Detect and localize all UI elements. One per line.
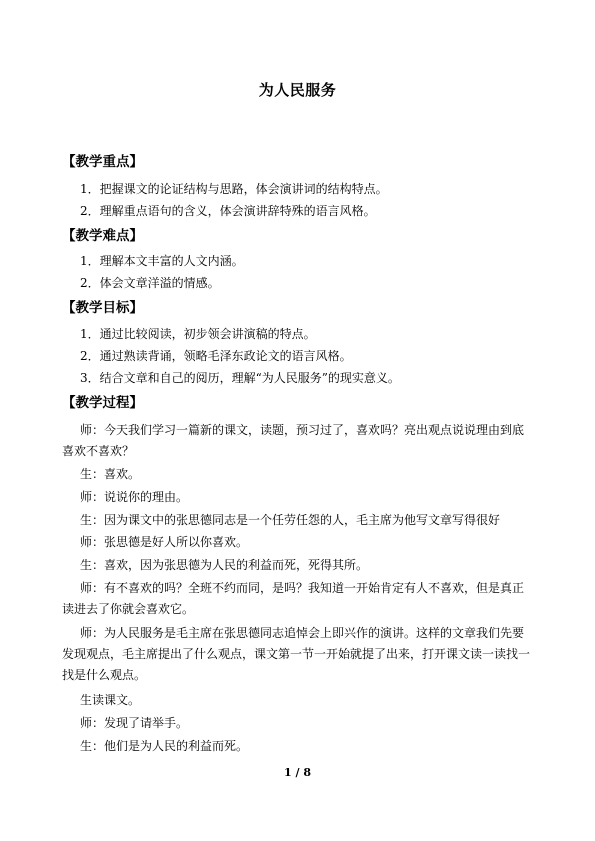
paragraph-text: 师：为人民服务是毛主席在张思德同志追悼会上即兴作的演讲。这样的文章我们先要发现观点，毛主席提出了什么观点，课文第一节一开始就提了出来，打开课文读一读找一找是什么观点。 xyxy=(62,626,531,682)
list-item: 3．结合文章和自己的阅历，理解“为人民服务”的现实意义。 xyxy=(80,371,400,385)
paragraph-text: 生：他们是为人民的利益而死。 xyxy=(80,739,249,753)
paragraph-text: 师：有不喜欢的吗？全班不约而同，是吗？我知道一开始肯定有人不喜欢，但是真正读进去了你就会喜欢它。 xyxy=(62,581,525,616)
paragraph xyxy=(62,736,534,757)
list-item: 2．体会文章洋溢的情感。 xyxy=(80,276,220,290)
paragraph-text: 生：喜欢。 xyxy=(80,467,141,481)
section-heading-difficulties: 【教学难点】 xyxy=(62,228,143,244)
paragraph-text: 师：张思德是好人所以你喜欢。 xyxy=(80,535,249,549)
paragraph xyxy=(62,690,534,711)
paragraph xyxy=(62,555,534,576)
section-heading-objectives: 【教学目标】 xyxy=(62,300,143,316)
paragraph xyxy=(62,713,534,734)
list-item: 1．通过比较阅读，初步领会讲演稿的特点。 xyxy=(80,327,316,341)
paragraph xyxy=(62,578,534,620)
paragraph-text: 生：因为课文中的张思德同志是一个任劳任怨的人，毛主席为他写文章写得很好 xyxy=(80,513,501,527)
paragraph xyxy=(62,623,534,686)
list-item: 1．把握课文的论证结构与思路，体会演讲词的结构特点。 xyxy=(80,182,388,196)
section-heading-key-points: 【教学重点】 xyxy=(62,154,143,170)
paragraph-text: 师：发现了请举手。 xyxy=(80,716,189,730)
list-item: 2．理解重点语句的含义，体会演讲辞特殊的语言风格。 xyxy=(80,204,376,218)
paragraph-text: 生读课文。 xyxy=(80,693,141,707)
list-item: 1．理解本文丰富的人文内涵。 xyxy=(80,254,244,268)
paragraph xyxy=(62,420,534,462)
paragraph-text: 师：今天我们学习一篇新的课文，读题，预习过了，喜欢吗？亮出观点说说理由到底喜欢不喜欢？ xyxy=(62,423,525,458)
list-item: 2．通过熟读背诵，领略毛泽东政论文的语言风格。 xyxy=(80,349,352,363)
paragraph-text: 生：喜欢，因为张思德为人民的利益而死，死得其所。 xyxy=(80,558,369,572)
page-number: 1 / 8 xyxy=(284,766,311,779)
section-heading-process: 【教学过程】 xyxy=(62,395,143,411)
paragraph xyxy=(62,532,534,553)
paragraph-text: 师：说说你的理由。 xyxy=(80,490,189,504)
paragraph xyxy=(62,510,534,531)
page-title: 为人民服务 xyxy=(258,81,337,99)
paragraph xyxy=(62,487,534,508)
paragraph xyxy=(62,464,534,485)
